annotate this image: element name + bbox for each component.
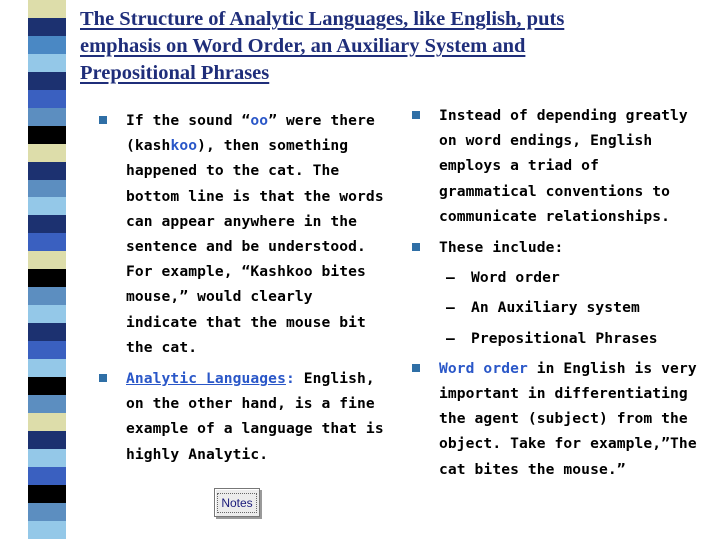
bullet-text: ” were there (kash [126,112,375,155]
stripe-segment [28,305,66,323]
stripe-segment [28,36,66,54]
subitem-auxiliary-system [410,295,705,320]
highlight-word-order: Word order [439,359,528,377]
stripe-segment [28,287,66,305]
analytic-languages-link[interactable]: Analytic Languages [126,370,286,388]
stripe-segment [28,485,66,503]
stripe-segment [28,503,66,521]
title-line-3: Prepositional Phrases [80,62,270,84]
stripe-segment [28,251,66,269]
bullet-text: If the sound “ [126,112,251,129]
subitem-prepositional-phrases [410,326,705,351]
dash-icon: – [446,299,455,317]
stripe-segment [28,72,66,90]
bullet-these-include [410,235,705,260]
stripe-segment [28,431,66,449]
stripe-segment [28,341,66,359]
stripe-segment [28,18,66,36]
bullet-text: ), then something happened to the cat. The bottom line is that the words can appear anywhere in the sentence and be understood. For example, “Kashkoo bites mouse,” would clearly indicate that the mouse bit the cat. [126,137,384,356]
notes-button[interactable] [214,488,260,517]
square-bullet-icon [412,364,420,372]
right-column [410,103,705,482]
bullet-text: Instead of depending greatly on word endings, English employs a triad of grammatical conventions to communicate relationships. [439,107,688,225]
highlight-oo: oo [250,112,269,129]
dash-icon: – [446,329,455,347]
stripe-segment [28,449,66,467]
notes-button-label: Notes [217,493,256,513]
stripe-segment [28,144,66,162]
stripe-segment [28,180,66,198]
dash-icon: – [446,269,455,287]
square-bullet-icon [412,243,420,251]
stripe-segment [28,233,66,251]
stripe-segment [28,0,66,18]
bullet-word-order-importance [410,356,705,482]
stripe-segment [28,323,66,341]
decorative-stripe [28,0,66,539]
bullet-triad [410,103,705,229]
subitem-label: An Auxiliary system [471,299,640,317]
bullet-analytic-languages [97,366,387,467]
subitem-word-order [410,265,705,290]
link-colon: : [285,370,295,388]
stripe-segment [28,359,66,377]
stripe-segment [28,108,66,126]
stripe-segment [28,54,66,72]
bullet-text: These include: [439,239,564,257]
stripe-segment [28,395,66,413]
square-bullet-icon [99,374,107,382]
bullet-text: English, on the other hand, is a fine example of a language that is highly Analytic. [126,370,384,463]
bullet-text: in English is very important in differentiating the agent (subject) from the object. Take for example,”The cat bites the mouse.” [439,359,697,478]
stripe-segment [28,467,66,485]
stripe-segment [28,197,66,215]
bullet-sound-oo [97,108,387,360]
stripe-segment [28,126,66,144]
square-bullet-icon [412,111,420,119]
left-column [97,108,387,467]
subitem-label: Prepositional Phrases [471,329,658,347]
slide-title [80,6,660,87]
title-line-1: The Structure of Analytic Languages, like English, puts [80,8,565,30]
stripe-segment [28,269,66,287]
square-bullet-icon [99,116,107,124]
stripe-segment [28,162,66,180]
title-line-2: emphasis on Word Order, an Auxiliary System and [80,35,526,57]
stripe-segment [28,377,66,395]
stripe-segment [28,521,66,539]
stripe-segment [28,413,66,431]
highlight-koo: koo [170,137,198,155]
stripe-segment [28,215,66,233]
subitem-label: Word order [471,269,560,287]
stripe-segment [28,90,66,108]
